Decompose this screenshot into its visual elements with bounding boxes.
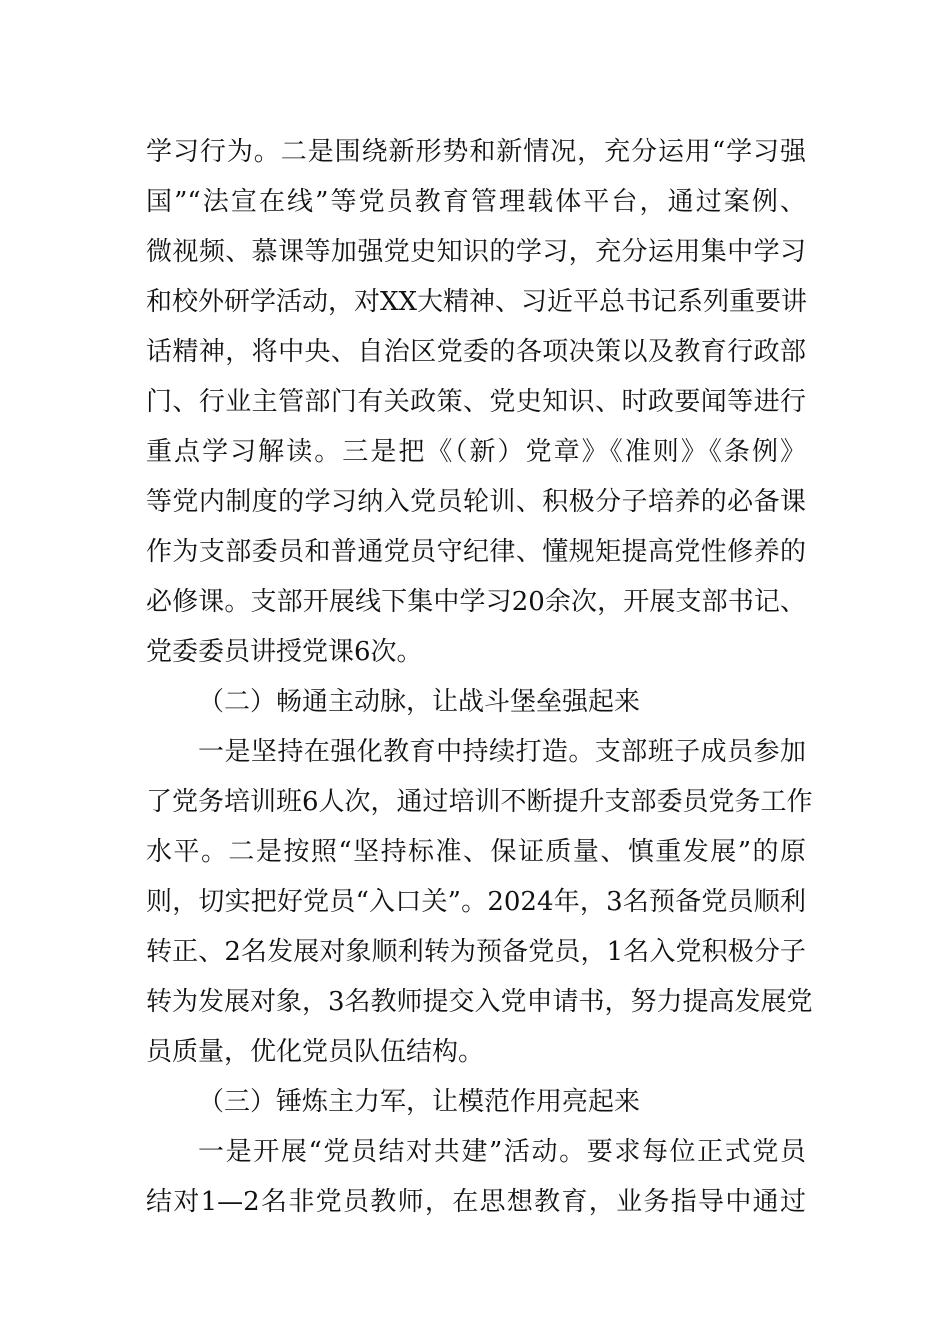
paragraph-line: 水平。二是按照“坚持标准、保证质量、慎重发展”的原 [146, 837, 806, 867]
paragraph-line: 门、行业主管部门有关政策、党史知识、时政要闻等进行 [146, 387, 806, 417]
paragraph-line: 结对1—2名非党员教师，在思想教育，业务指导中通过 [146, 1187, 806, 1217]
paragraph-line: 转正、2名发展对象顺利转为预备党员，1名入党积极分子 [146, 937, 806, 967]
paragraph-line: 作为支部委员和普通党员守纪律、懂规矩提高党性修养的 [146, 537, 806, 567]
paragraph-line: 重点学习解读。三是把《（新）党章》《准则》《条例》 [146, 437, 806, 467]
paragraph-line: 和校外研学活动，对XX大精神、习近平总书记系列重要讲 [146, 287, 808, 317]
paragraph-line: 一是坚持在强化教育中持续打造。支部班子成员参加 [198, 737, 806, 767]
paragraph-line: 转为发展对象，3名教师提交入党申请书，努力提高发展党 [146, 987, 813, 1017]
paragraph-line: 国”“法宣在线”等党员教育管理载体平台，通过案例、 [146, 187, 806, 217]
section-heading: （二）畅通主动脉，让战斗堡垒强起来 [198, 687, 641, 717]
paragraph-line: 了党务培训班6人次，通过培训不断提升支部委员党务工作 [146, 787, 813, 817]
paragraph-line: 微视频、慕课等加强党史知识的学习，充分运用集中学习 [146, 237, 806, 267]
paragraph-line: 话精神，将中央、自治区党委的各项决策以及教育行政部 [146, 337, 806, 367]
section-heading: （三）锤炼主力军，让模范作用亮起来 [198, 1087, 641, 1117]
paragraph-line: 等党内制度的学习纳入党员轮训、积极分子培养的必备课 [146, 487, 806, 517]
paragraph-line: 学习行为。二是围绕新形势和新情况，充分运用“学习强 [146, 137, 806, 167]
paragraph-line: 员质量，优化党员队伍结构。 [146, 1037, 485, 1067]
paragraph-line: 党委委员讲授党课6次。 [146, 637, 423, 667]
paragraph-line: 必修课。支部开展线下集中学习20余次，开展支部书记、 [146, 587, 806, 617]
paragraph-line: 一是开展“党员结对共建”活动。要求每位正式党员 [198, 1137, 806, 1167]
paragraph-line: 则，切实把好党员“入口关”。2024年，3名预备党员顺利 [146, 887, 806, 917]
